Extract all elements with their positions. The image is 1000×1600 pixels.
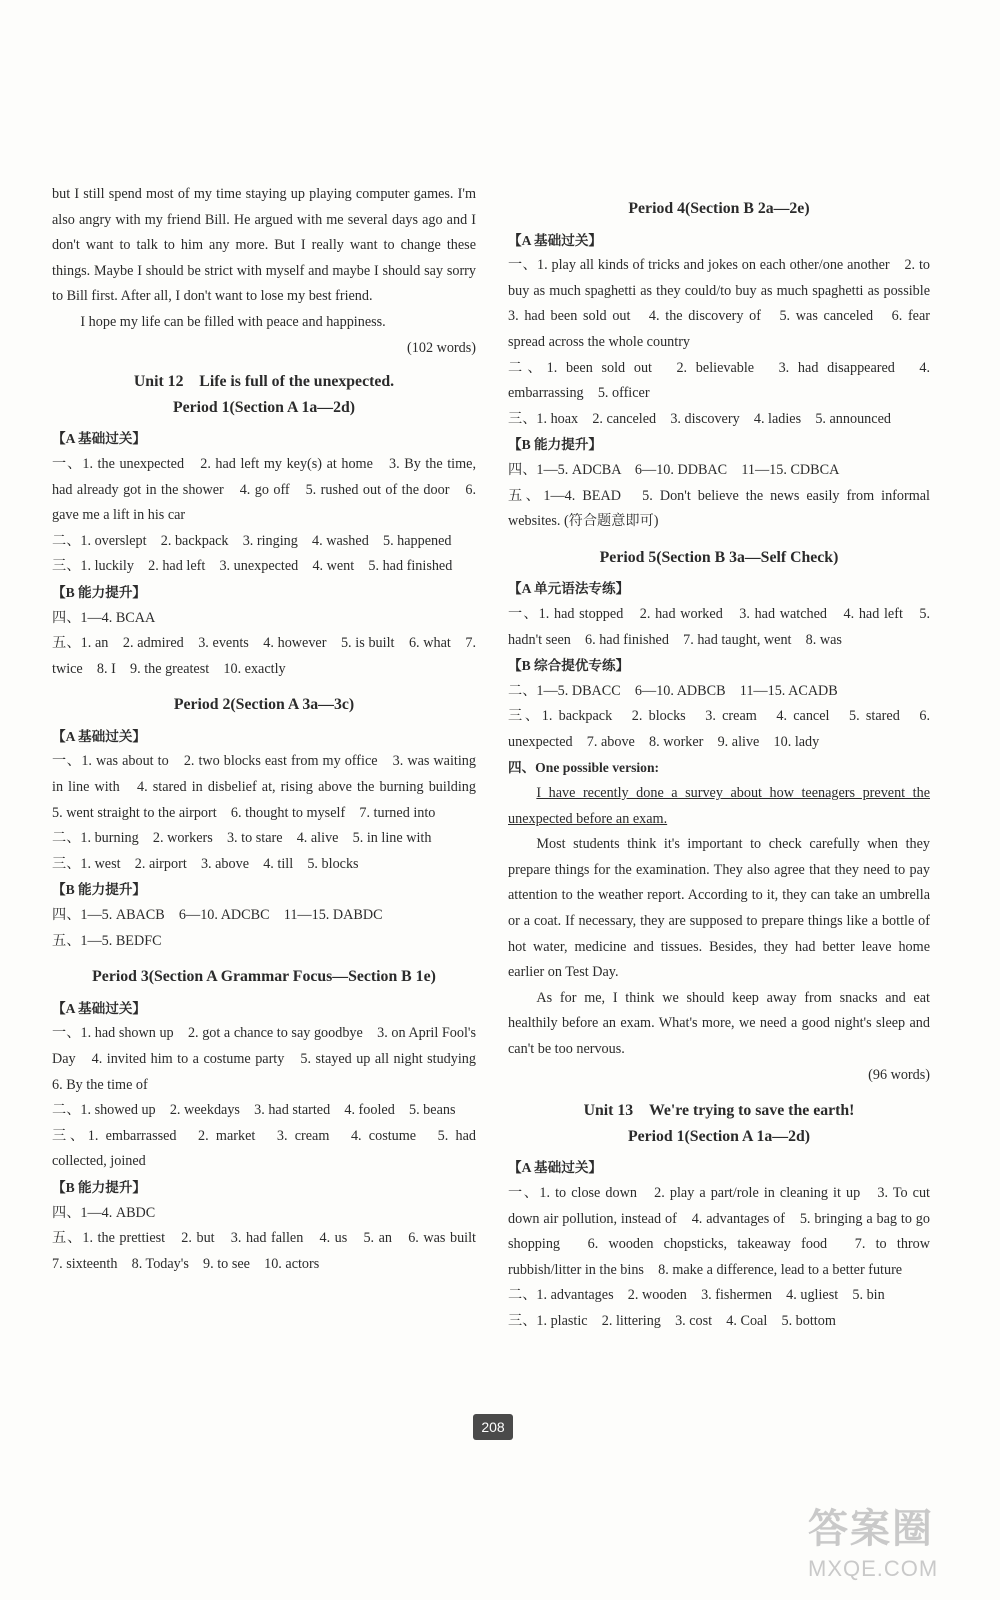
answer-line: 三、1. backpack 2. blocks 3. cream 4. cancel 5. stared 6. unexpected 7. above 8. worker 9. alive 10. lady bbox=[508, 708, 930, 750]
answer-line: 二、1. been sold out 2. believable 3. had disappeared 4. embarrassing 5. officer bbox=[508, 359, 930, 402]
answer-line: 一、1. the unexpected 2. had left my key(s) at home 3. By the time, had already got in the shower 4. go off 5. rushed out of the door 6. gave me a lift in his car bbox=[52, 455, 476, 524]
section-label: 【A 基础过关】 bbox=[52, 1000, 147, 1016]
word-count: (96 words) bbox=[868, 1066, 930, 1083]
answer-line: 三、1. luckily 2. had left 3. unexpected 4. went 5. had finished bbox=[52, 558, 453, 575]
unit-title: Unit 12 Life is full of the unexpected. bbox=[133, 373, 395, 391]
section-label: 【A 基础过关】 bbox=[52, 728, 147, 744]
answer-line: 五、1. an 2. admired 3. events 4. however 5. is built 6. what 7. twice 8. I 9. the greatest 10. exactly bbox=[52, 635, 476, 677]
answer-line: 二、1. overslept 2. backpack 3. ringing 4. washed 5. happened bbox=[52, 532, 452, 549]
essay-paragraph: Most students think it's important to check carefully when they prepare things for the examination. They also agree that they need to pay attention to the weather report. According to it, they can take an umbrella or a coat. If necessary, they are supposed to prepare things like a bottle of hot water, medicine and tissues. Besides, they had better leave home earlier on Test Day. bbox=[508, 836, 930, 981]
watermark-chars: 答案圈 bbox=[808, 1507, 934, 1551]
answer-line: 二、1. burning 2. workers 3. to stare 4. alive 5. in line with bbox=[52, 830, 432, 847]
answer-line: 五、1. the prettiest 2. but 3. had fallen 4. us 5. an 6. was built 7. sixteenth 8. Today's 9. to see 10. actors bbox=[52, 1230, 491, 1272]
watermark-site: MXQE.COM bbox=[808, 1556, 939, 1581]
essay-paragraph: but I still spend most of my time staying up playing computer games. I'm also angry with my friend Bill. He argued with me several days ago and I don't want to talk to him any more. But I really want to change these things. Maybe I should be strict with myself and maybe I should say sorry to Bill first. After all, I don't want to lose my best friend. bbox=[52, 186, 476, 305]
answer-line: 五、1—5. BEDFC bbox=[52, 932, 162, 949]
word-count: (102 words) bbox=[407, 339, 476, 356]
answer-line: 四、1—5. ADCBA 6—10. DDBAC 11—15. CDBCA bbox=[508, 461, 840, 478]
answer-line: 四、1—5. ABACB 6—10. ADCBC 11—15. DABDC bbox=[52, 907, 383, 924]
section-label: 【A 基础过关】 bbox=[508, 232, 603, 248]
answer-line: 一、1. play all kinds of tricks and jokes on each other/one another 2. to buy as much spaghetti as they could/to buy as much spaghetti as possible 3. had been sold out 4. the discovery of 5. was canceled 6. fear spread across the whole country bbox=[508, 257, 945, 350]
section-label: 【B 综合提优专练】 bbox=[508, 658, 630, 674]
period-title: Period 1(Section A 1a—2d) bbox=[172, 398, 356, 416]
watermark bbox=[808, 1504, 986, 1594]
section-label: 【A 单元语法专练】 bbox=[508, 581, 630, 597]
answer-line: 二、1. advantages 2. wooden 3. fishermen 4. ugliest 5. bin bbox=[508, 1287, 885, 1304]
period-title: Period 4(Section B 2a—2e) bbox=[628, 200, 810, 217]
answer-line: 一、1. had stopped 2. had worked 3. had watched 4. had left 5. hadn't seen 6. had finished 7. had taught, went 8. was bbox=[508, 605, 930, 648]
section-label: 四、One possible version: bbox=[508, 760, 660, 776]
section-label: 【B 能力提升】 bbox=[508, 437, 603, 453]
section-label: 【A 基础过关】 bbox=[508, 1160, 603, 1176]
page-number: 208 bbox=[473, 1414, 513, 1440]
answer-line: 三、1. embarrassed 2. market 3. cream 4. costume 5. had collected, joined bbox=[52, 1127, 476, 1170]
left-column bbox=[52, 182, 491, 1277]
answer-line: 四、1—4. BCAA bbox=[52, 609, 156, 626]
essay-paragraph: I hope my life can be filled with peace and happiness. bbox=[80, 313, 386, 330]
answer-line: 四、1—4. ABDC bbox=[52, 1204, 156, 1221]
section-label: 【B 能力提升】 bbox=[52, 882, 147, 898]
essay-underlined: I have recently done a survey about how teenagers prevent the unexpected before an exam. bbox=[508, 785, 930, 827]
section-label: 【B 能力提升】 bbox=[52, 584, 147, 600]
section-label: 【A 基础过关】 bbox=[52, 431, 147, 447]
answer-line: 一、1. had shown up 2. got a chance to say goodbye 3. on April Fool's Day 4. invited him to a costume party 5. stayed up all night studying 6. By the time of bbox=[52, 1025, 491, 1093]
answer-line: 三、1. hoax 2. canceled 3. discovery 4. ladies 5. announced bbox=[508, 410, 891, 427]
unit-title: Unit 13 We're trying to save the earth! bbox=[583, 1102, 855, 1120]
answer-line: 一、1. was about to 2. two blocks east from my office 3. was waiting in line with 4. stared in disbelief at, rising above the burning building 5. went straight to the airport 6. thought to myself 7. turned into bbox=[52, 753, 491, 821]
period-title: Period 1(Section A 1a—2d) bbox=[627, 1127, 811, 1145]
answer-line: 二、1—5. DBACC 6—10. ADBCB 11—15. ACADB bbox=[508, 682, 838, 699]
period-title: Period 2(Section A 3a—3c) bbox=[173, 696, 355, 714]
essay-first-sentence bbox=[508, 781, 930, 832]
answer-line: 一、1. to close down 2. play a part/role in cleaning it up 3. To cut down air pollution, instead of 4. advantages of 5. bringing a bag to go shopping 6. wooden chopsticks, takeaway food 7. to throw rubbish/litter in the bins 8. make a difference, lead to a better future bbox=[508, 1184, 930, 1278]
right-column bbox=[508, 182, 945, 1335]
section-label: 【B 能力提升】 bbox=[52, 1179, 147, 1195]
period-title: Period 3(Section A Grammar Focus—Section B 1e) bbox=[92, 968, 436, 986]
answer-line: 五、1—4. BEAD 5. Don't believe the news easily from informal websites. (符合题意即可) bbox=[508, 487, 930, 530]
answer-line: 三、1. west 2. airport 3. above 4. till 5. blocks bbox=[52, 855, 359, 872]
answer-line: 三、1. plastic 2. littering 3. cost 4. Coal 5. bottom bbox=[508, 1312, 836, 1329]
period-title: Period 5(Section B 3a—Self Check) bbox=[599, 548, 839, 566]
answer-line: 二、1. showed up 2. weekdays 3. had started 4. fooled 5. beans bbox=[52, 1102, 456, 1119]
essay-paragraph: As for me, I think we should keep away from snacks and eat healthily before an exam. What's more, we need a good night's sleep and can't be too nervous. bbox=[508, 989, 930, 1057]
